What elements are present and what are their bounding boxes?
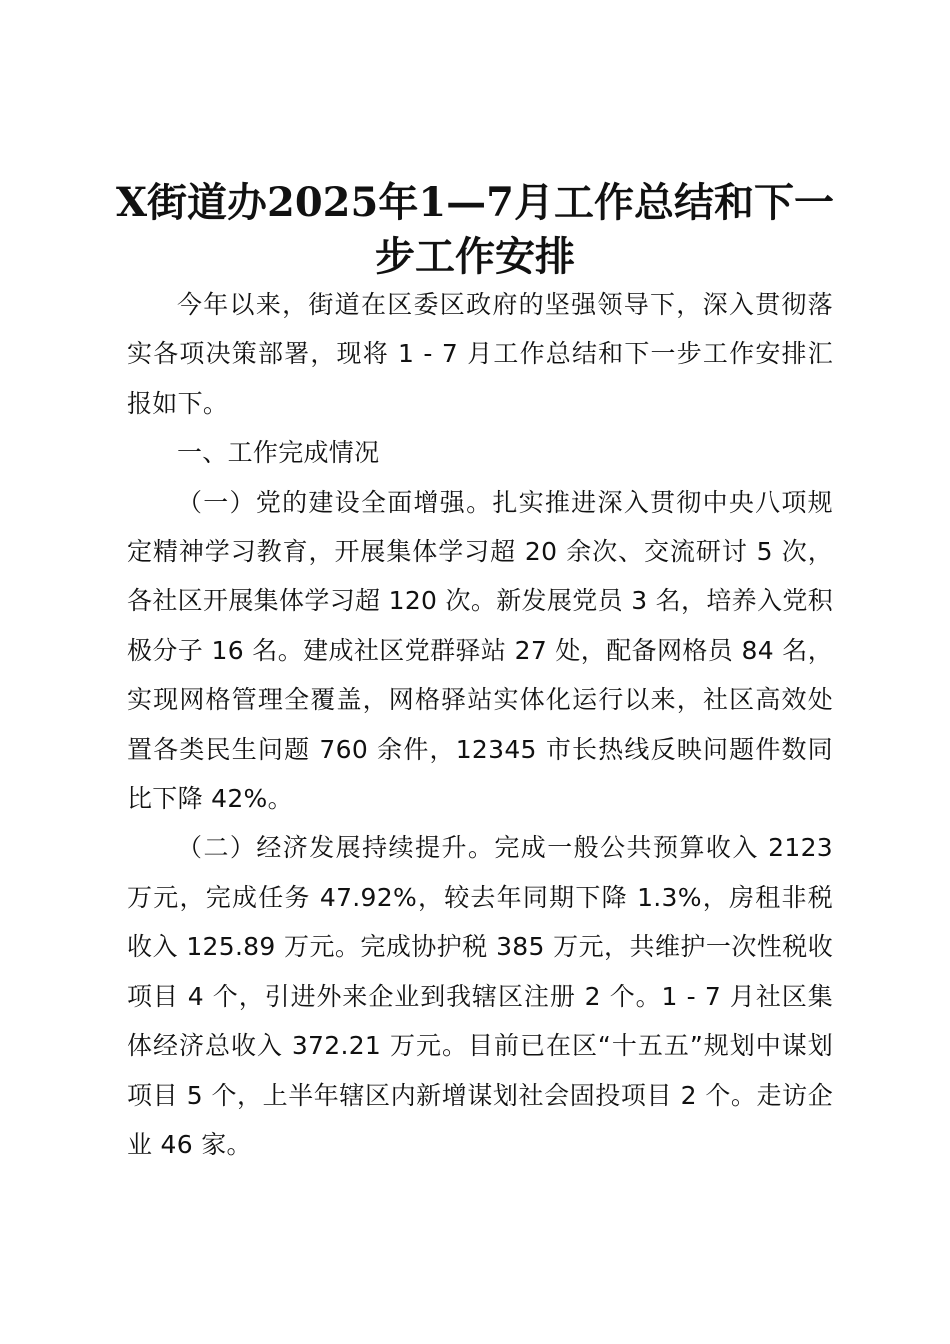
document-title: X街道办2025年1—7月工作总结和下一步工作安排	[115, 179, 835, 280]
economic-development-paragraph: （二）经济发展持续提升。完成一般公共预算收入 2123 万元，完成任务 47.92%，较去年同期下降 1.3%，房租非税收入 125.89 万元。完成协护税 385 万元，共维护一次性税收项目 4 个，引进外来企业到我辖区注册 2 个。1 - 7 月社区集体经济总收入 372.21 万元。目前已在区“十五五”规划中谋划项目 5 个，上半年辖区内新增谋划社会固投项目 2 个。走访企业 46 家。	[127, 833, 833, 1159]
party-building-paragraph: （一）党的建设全面增强。扎实推进深入贯彻中央八项规定精神学习教育，开展集体学习超 20 余次、交流研讨 5 次，各社区开展集体学习超 120 次。新发展党员 3 名，培养入党积极分子 16 名。建成社区党群驿站 27 处，配备网格员 84 名，实现网格管理全覆盖，网格驿站实体化运行以来，社区高效处置各类民生问题 760 余件，12345 市长热线反映问题件数同比下降 42%。	[127, 487, 833, 814]
document-body	[127, 280, 833, 1169]
section-heading: 一、工作完成情况	[177, 438, 380, 468]
intro-paragraph: 今年以来，街道在区委区政府的坚强领导下，深入贯彻落实各项决策部署，现将 1 - 7 月工作总结和下一步工作安排汇报如下。	[127, 290, 833, 418]
